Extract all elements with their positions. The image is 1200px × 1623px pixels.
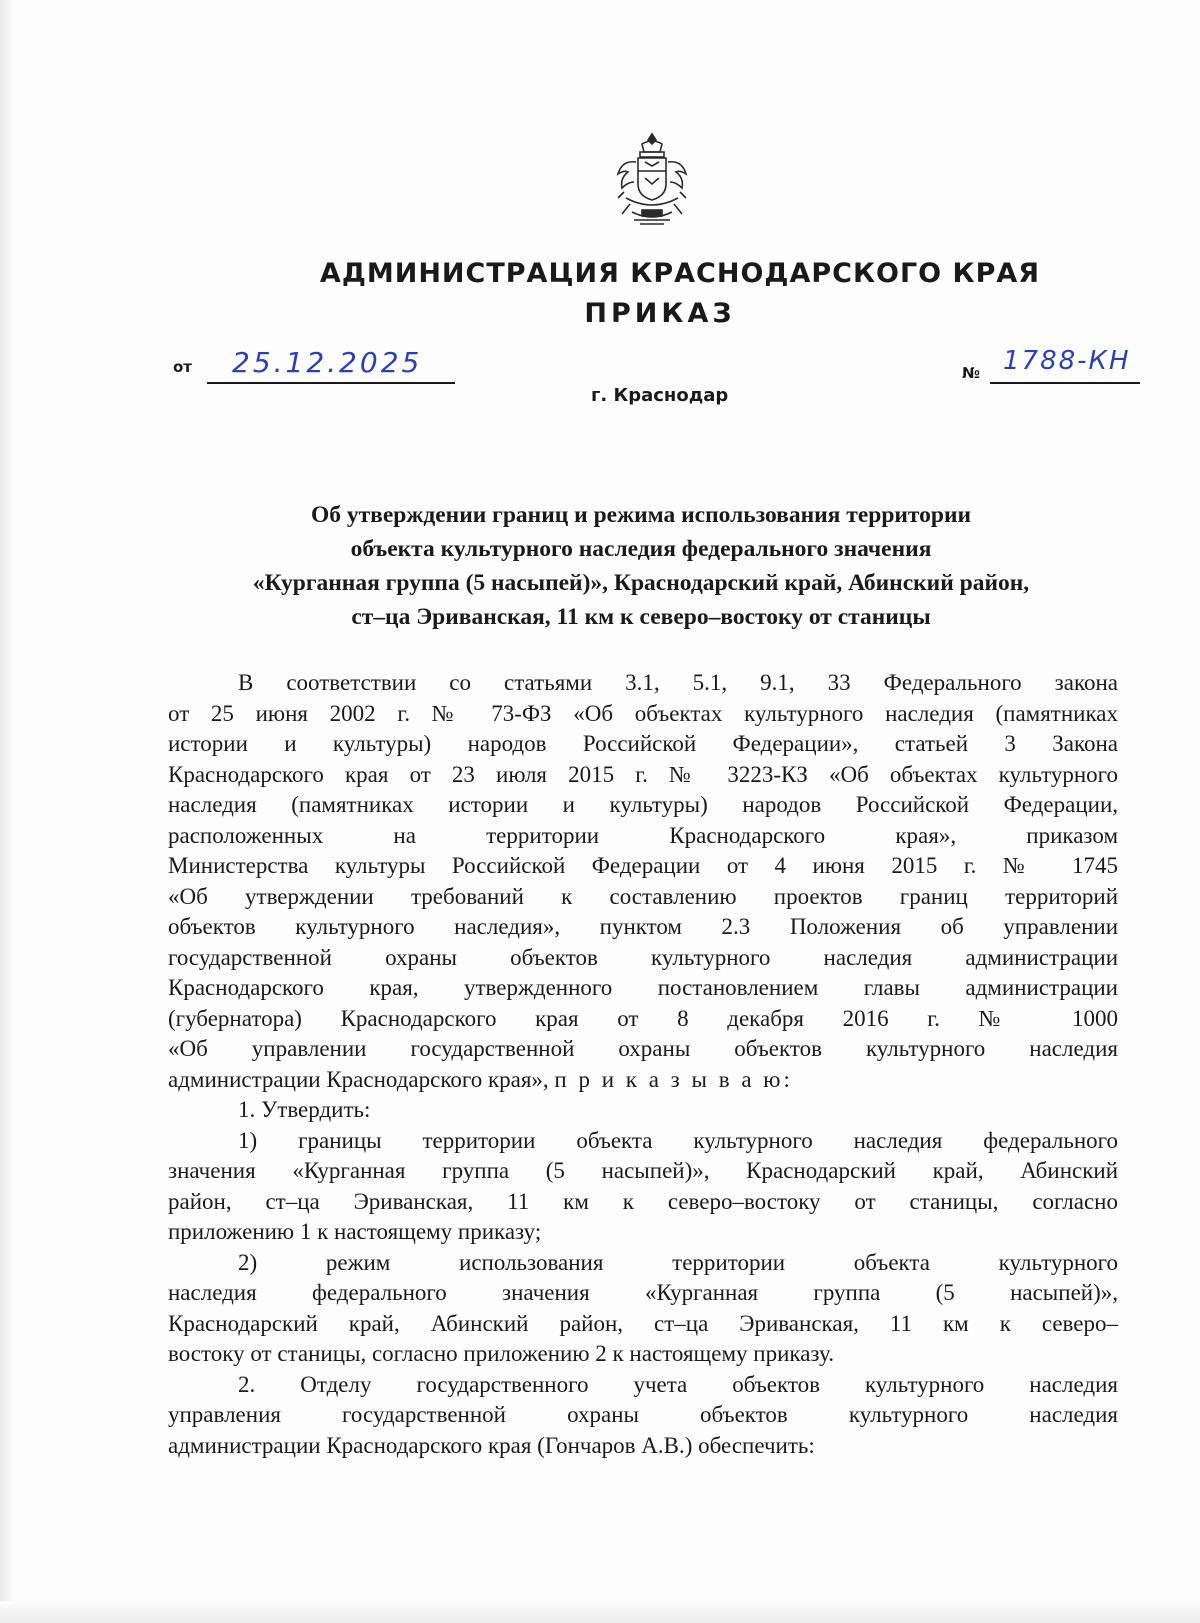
body-line bbox=[168, 1065, 1118, 1096]
body-line: «Об утверждении требований к составлению проектов границ территорий bbox=[168, 883, 1118, 909]
subject-line: объекта культурного наследия федерального значения bbox=[350, 536, 932, 562]
body-line: Министерства культуры Российской Федерации от 4 июня 2015 г. № 1745 bbox=[168, 853, 1118, 878]
number-underline bbox=[990, 382, 1140, 384]
body-line: администрации Краснодарского края (Гончаров А.В.) обеспечить: bbox=[168, 1432, 815, 1458]
preamble-end: администрации Краснодарского края», bbox=[168, 1066, 549, 1092]
body-line: Краснодарский край, Абинский район, ст–ца Эриванская, 11 км к северо– bbox=[168, 1310, 1118, 1336]
number-label: № bbox=[962, 364, 981, 382]
city-label: г. Краснодар bbox=[591, 385, 729, 406]
body-line: расположенных на территории Краснодарского края», приказом bbox=[168, 822, 1118, 848]
scan-edge-shadow bbox=[0, 0, 14, 1623]
date-underline bbox=[207, 382, 455, 384]
body-line: наследия (памятниках истории и культуры) народов Российской Федерации, bbox=[168, 792, 1118, 817]
document-type-title: ПРИКАЗ bbox=[584, 298, 736, 329]
subject-line: Об утверждении границ и режима использования территории bbox=[310, 502, 972, 528]
body-line: истории и культуры) народов Российской Федерации», статьей 3 Закона bbox=[168, 731, 1118, 756]
body-line: от 25 июня 2002 г. № 73-ФЗ «Об объектах культурного наследия (памятниках bbox=[168, 700, 1118, 726]
handwritten-date: 25.12.2025 bbox=[232, 346, 423, 379]
body-line: востоку от станицы, согласно приложению 2 к настоящему приказу. bbox=[168, 1341, 834, 1366]
item-1-1: 1) границы территории объекта культурного наследия федерального bbox=[238, 1127, 1118, 1153]
coat-of-arms-icon bbox=[612, 132, 692, 228]
body-line: наследия федерального значения «Курганная группа (5 насыпей)», bbox=[168, 1280, 1118, 1305]
handwritten-number: 1788-КН bbox=[1003, 346, 1131, 376]
subject-line: «Курганная группа (5 насыпей)», Краснодарский край, Абинский район, bbox=[252, 570, 1030, 596]
organization-title: АДМИНИСТРАЦИЯ КРАСНОДАРСКОГО КРАЯ bbox=[319, 258, 1041, 289]
body-line: управления государственной охраны объектов культурного наследия bbox=[168, 1402, 1118, 1427]
item-2: 2. Отделу государственного учета объектов культурного наследия bbox=[238, 1371, 1118, 1397]
body-line: приложению 1 к настоящему приказу; bbox=[168, 1219, 542, 1244]
body-line: «Об управлении государственной охраны объектов культурного наследия bbox=[168, 1036, 1118, 1061]
body-line: Краснодарского края, утвержденного постановлением главы администрации bbox=[168, 975, 1118, 1000]
date-label: от bbox=[173, 358, 192, 376]
body-line: Краснодарского края от 23 июля 2015 г. № 3223-КЗ «Об объектах культурного bbox=[168, 761, 1118, 787]
body-line: государственной охраны объектов культурного наследия администрации bbox=[168, 944, 1118, 970]
scan-bottom-shadow bbox=[0, 1601, 1200, 1623]
body-line: район, ст–ца Эриванская, 11 км к северо–востоку от станицы, согласно bbox=[168, 1188, 1118, 1214]
body-line: (губернатора) Краснодарского края от 8 декабря 2016 г. № 1000 bbox=[168, 1005, 1118, 1031]
item-1-2: 2) режим использования территории объекта культурного bbox=[238, 1249, 1118, 1275]
body-line: В соответствии со статьями 3.1, 5.1, 9.1, 33 Федерального закона bbox=[238, 670, 1118, 695]
order-word: п р и к а з ы в а ю: bbox=[554, 1066, 793, 1092]
order-subject bbox=[160, 498, 1122, 634]
order-body bbox=[168, 668, 1118, 1461]
body-line: значения «Курганная группа (5 насыпей)», Краснодарский край, Абинский bbox=[168, 1158, 1118, 1183]
body-line: объектов культурного наследия», пунктом 2.3 Положения об управлении bbox=[168, 914, 1118, 939]
item-1: 1. Утвердить: bbox=[238, 1097, 371, 1122]
subject-line: ст–ца Эриванская, 11 км к северо–востоку от станицы bbox=[351, 604, 931, 630]
